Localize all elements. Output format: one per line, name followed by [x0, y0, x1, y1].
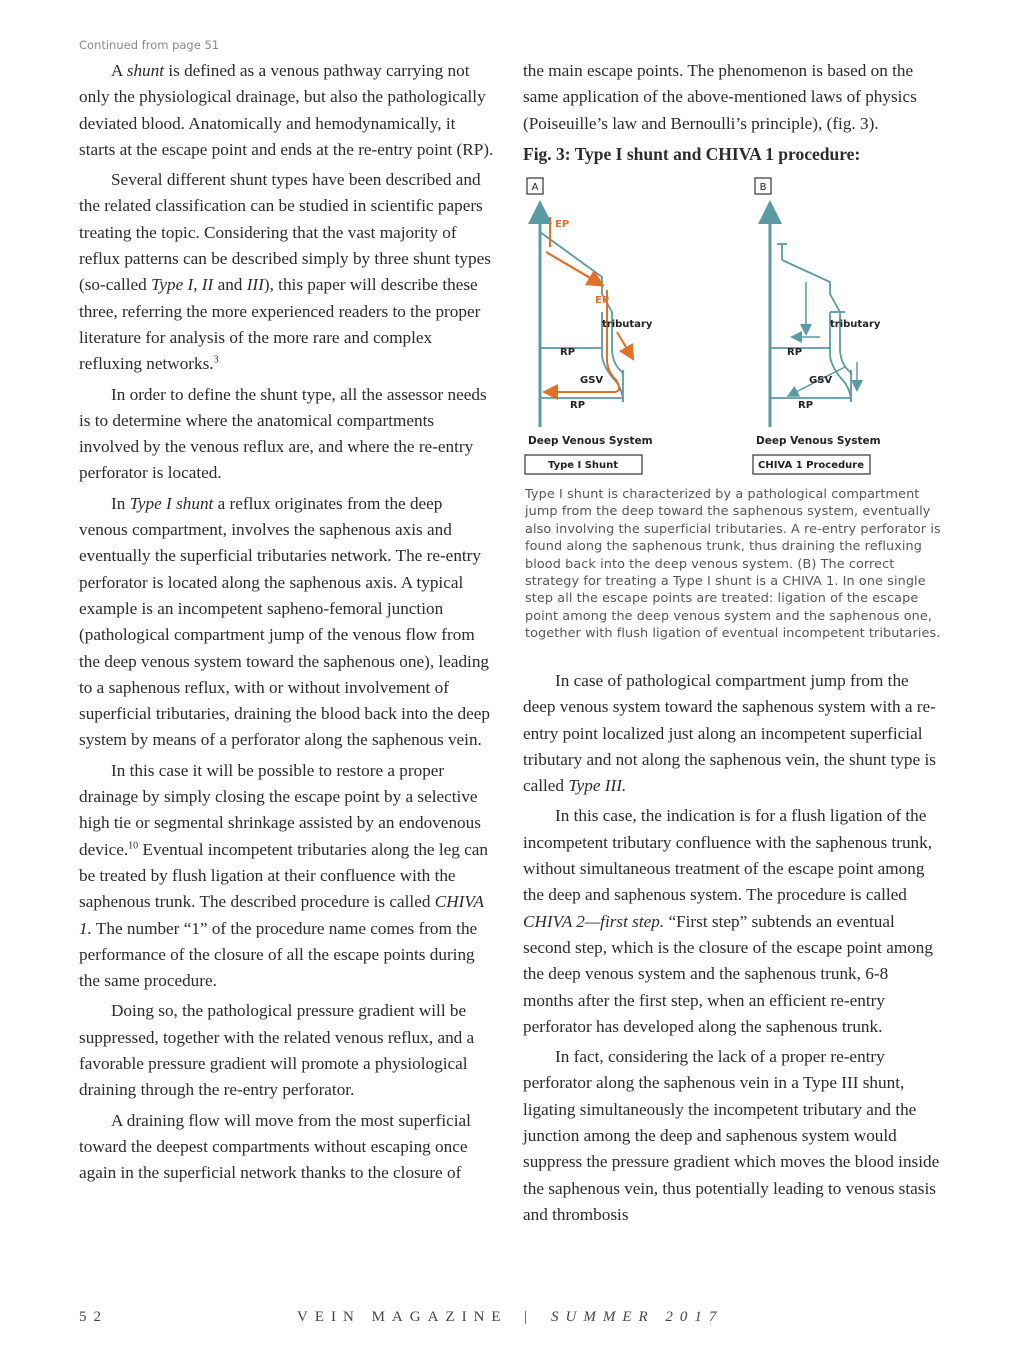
paragraph: Doing so, the pathological pressure gradient will be suppressed, together with the related venous reflux, and a favorable pressure gradient will promote a physiological draining through the re-entry perforator.: [79, 1001, 475, 1100]
label-gsv: GSV: [580, 375, 604, 386]
paragraph: A shunt is defined as a venous pathway carrying not only the physiological drainage, but also the pathologically deviated blood. Anatomically and hemodynamically, it starts at the escape point and ends at the re-entry point (RP).: [79, 61, 494, 159]
column-right-top: [523, 58, 941, 171]
paragraph: A draining flow will move from the most superficial toward the deepest compartments without escaping once again in the superficial network thanks to the closure of: [79, 1110, 471, 1183]
label-ep-1: EP: [555, 219, 570, 230]
panel-a-letter: A: [531, 182, 539, 193]
label-rp-1: RP: [560, 347, 576, 358]
figure-diagram: [520, 172, 940, 482]
paragraph: In this case, the indication is for a flush ligation of the incompetent tributary confluence with the saphenous trunk, without simultaneous treatment of the escape point among the deep and saphenous system. The procedure is called CHIVA 2—first step. “First step” subtends an eventual second step, which is the closure of the escape point among the deep venous system and the saphenous trunk, 6-8 months after the first step, when an efficient re-entry perforator has developed along the saphenous trunk.: [523, 806, 933, 1036]
continued-note: Continued from page 51: [79, 38, 220, 52]
label-gsv-b: GSV: [809, 375, 833, 386]
paragraph: In this case it will be possible to restore a proper drainage by simply closing the escape point by a selective high tie or segmental shrinkage assisted by an endovenous device.$^{10}$ Eventual incompetent tributaries along the leg can be treated by flush ligation at their confluence with the saphenous trunk. The described procedure is called CHIVA 1. The number “1” of the procedure name comes from the performance of the closure of all the escape points during the same procedure.: [79, 760, 488, 991]
label-tributary-b: tributary: [830, 319, 881, 330]
page-number: 52: [79, 1309, 108, 1325]
label-deep-venous-a: Deep Venous System: [528, 435, 653, 447]
issue-name: SUMMER 2017: [551, 1309, 724, 1325]
label-rp-2: RP: [570, 400, 586, 411]
figure-title: Fig. 3: Type I shunt and CHIVA 1 procedure:: [523, 143, 861, 164]
label-ep-2: EP: [595, 295, 610, 306]
paragraph: In case of pathological compartment jump from the deep venous system toward the saphenous system with a re-entry point localized just along an incompetent superficial tributary and not along the saphenous vein, the shunt type is called Type III.: [523, 671, 936, 796]
paragraph: In order to define the shunt type, all the assessor needs is to determine where the anatomical compartments involved by the venous reflux are, and where the re-entry perforator is located.: [79, 384, 487, 483]
panel-b-letter: B: [759, 182, 767, 193]
type-i-shunt-label: Type I Shunt: [547, 460, 619, 471]
footer-separator: |: [524, 1309, 535, 1325]
figure-caption: Type I shunt is characterized by a pathological compartment jump from the deep toward the saphenous system, eventually also involving the superficial tributaries. A re-entry perforator is found along the saphenous trunk, thus draining the refluxing blood back into the deep venous system. (B) The correct strategy for treating a Type I shunt is a CHIVA 1. In one single step all the escape points are treated: ligation of the escape point among the deep venous system and the saphenous one, together with flush ligation of eventual incompetent tributaries.: [525, 487, 941, 642]
paragraph: In fact, considering the lack of a proper re-entry perforator along the saphenous vein in a Type III shunt, ligating simultaneously the incompetent tributary and the junction among the deep and saphenous system would suppress the pressure gradient which moves the blood inside the saphenous vein, thus potentially leading to venous stasis and thrombosis: [523, 1047, 940, 1224]
magazine-name: VEIN MAGAZINE: [297, 1309, 508, 1325]
paragraph: Several different shunt types have been described and the related classification can be studied in scientific papers treating the topic. Considering that the vast majority of reflux patterns can be described simply by three shunt types (so-called Type I, II and III), this paper will describe these three, referring the more experienced readers to the proper literature for analysis of the more rare and complex refluxing networks.$^3$: [79, 170, 491, 374]
label-tributary: tributary: [602, 319, 653, 330]
label-rp-1-b: RP: [787, 347, 803, 358]
chiva-1-label: CHIVA 1 Procedure: [758, 460, 864, 471]
label-deep-venous-b: Deep Venous System: [756, 435, 881, 447]
paragraph: In Type I shunt a reflux originates from the deep venous compartment, involves the saphenous axis and eventually the superficial tributaries network. The re-entry perforator is located along the saphenous axis. A typical example is an incompetent sapheno-femoral junction (pathological compartment jump of the venous flow from the deep venous system toward the saphenous one), leading to a saphenous reflux, with or without involvement of superficial tributaries, draining the blood back into the deep system by means of a perforator along the saphenous vein.: [79, 493, 490, 750]
column-right-bottom: [523, 668, 941, 1232]
paragraph: the main escape points. The phenomenon is based on the same application of the above-mentioned laws of physics (Poiseuille’s law and Bernoulli’s principle), (fig. 3).: [523, 61, 917, 133]
column-left: [79, 58, 495, 1190]
label-rp-2-b: RP: [798, 400, 814, 411]
